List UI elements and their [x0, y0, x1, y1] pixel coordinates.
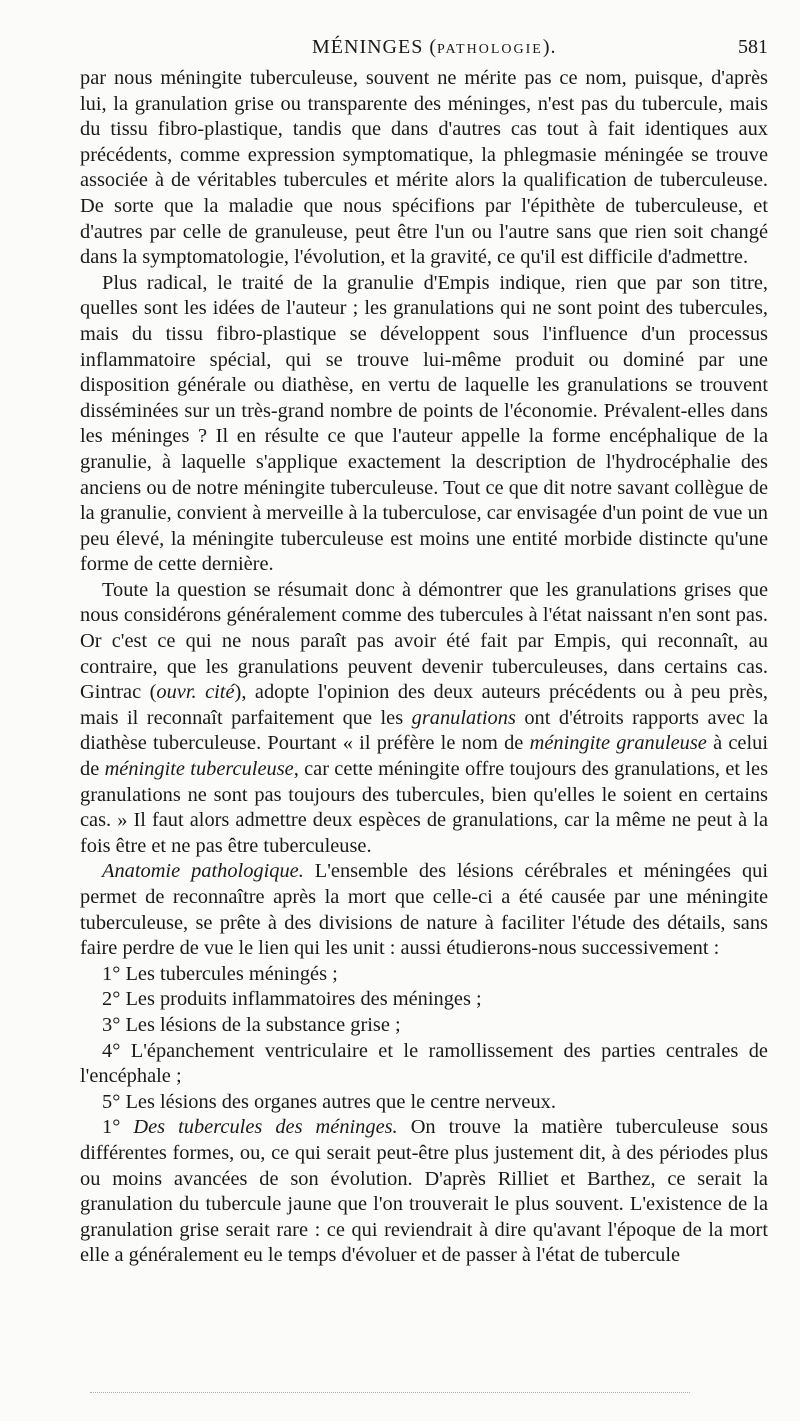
- text-run: 1°: [102, 1116, 134, 1139]
- body-text: [80, 66, 768, 1269]
- text-run: à celui de: [80, 732, 769, 781]
- paragraph-anatomie: [80, 859, 768, 961]
- running-title: [312, 36, 557, 59]
- section-heading-tubercules: Des tubercules des méninges.: [133, 1116, 398, 1139]
- bottom-margin-specks: [90, 1392, 690, 1395]
- paragraph-granulie: Plus radical, le traité de la granulie d'Empis indique, rien que par son titre, quelles sont les idées de l'auteur ; les granulations qui ne sont point des tubercules, mais du tissu fibro-plastique se développent sous l'influence d'un processus inflammatoire spécial, qui se trouve lui-même produit ou dominé par une disposition générale ou diathèse, en vertu de laquelle les granulations se trouvent disséminées sur un très-grand nombre de points de l'économie. Prévalent-elles dans les méninges ? Il en résulte ce que l'auteur appelle la forme encéphalique de la granulie, à laquelle s'applique exactement la description de l'hydrocéphalie des anciens ou de notre méningite tuberculeuse. Tout ce que dit notre savant collègue de la granulie, convient à merveille à la tuberculose, car envisagée d'un point de vue un peu élevé, la méningite tuberculeuse est moins une entité morbide distincte qu'une forme de cette dernière.: [80, 271, 768, 576]
- running-title-end: ).: [542, 36, 557, 58]
- italic-run: méningite granuleuse: [529, 732, 707, 755]
- italic-run: ouvr. cité: [156, 681, 235, 704]
- text-run: Toute la question se résumait donc à démontrer que les granulations grises que nous considérons généralement comme des tubercules à l'état naissant n'en sont pas. Or c'est ce qui ne nous paraît pas avoir été fait par Empis, qui reconnaît, au contraire, que les granulations peuvent devenir tuberculeuses, dans certains cas. Gintrac (: [80, 578, 768, 704]
- document-page: [80, 36, 768, 1269]
- page-number: 581: [738, 36, 768, 58]
- text-run: ont d'étroits rapports avec la diathèse tuberculeuse. Pourtant « il préfère le nom de: [80, 706, 768, 755]
- running-title-small-caps: PATHOLOGIE: [437, 42, 543, 57]
- text-run: L'ensemble des lésions cérébrales et méningées qui permet de reconnaître après la mort que celle-ci a été causée par une méningite tuberculeuse, se prête à des divisions de nature à faciliter l'étude des détails, sans faire perdre de vue le lien qui les unit : aussi étudierons-nous successivement :: [80, 860, 768, 960]
- list-item: 5° Les lésions des organes autres que le centre nerveux.: [102, 1090, 556, 1113]
- italic-run: granulations: [411, 706, 516, 729]
- section-heading-anatomie: Anatomie pathologique.: [102, 860, 304, 883]
- running-header: [80, 36, 768, 66]
- list-item: 3° Les lésions de la substance grise ;: [102, 1013, 401, 1036]
- paragraph-tubercules: [80, 1115, 768, 1269]
- list-item: 2° Les produits inflammatoires des méninges ;: [102, 988, 482, 1011]
- list-item: 4° L'épanchement ventriculaire et le ramollissement des parties centrales de l'encéphale ;: [80, 1039, 768, 1088]
- text-run: ), adopte l'opinion des deux auteurs précédents ou à peu près, mais il reconnaît parfaitement que les: [80, 681, 768, 729]
- list-item: 1° Les tubercules méningés ;: [102, 962, 338, 985]
- paragraph-question: [80, 578, 768, 860]
- text-run: , car cette méningite offre toujours des granulations, et les granulations ne sont pas toujours des tubercules, bien qu'elles le soient en certains cas. » Il faut alors admettre deux espèces de granulations, car la même ne peut à la fois être et ne pas être tuberculeuse.: [80, 758, 769, 857]
- running-title-main: MÉNINGES (: [312, 36, 437, 58]
- italic-run: méningite tuberculeuse: [104, 758, 294, 781]
- paragraph-continued: par nous méningite tuberculeuse, souvent ne mérite pas ce nom, puisque, d'après lui, la granulation grise ou transparente des méninges, n'est pas du tubercule, mais du tissu fibro-plastique, tandis que dans d'autres cas tout à fait identiques aux précédents, comme expression symptomatique, la phlegmasie méningée se trouve associée à de véritables tubercules et mérite alors la qualification de tuberculeuse. De sorte que la maladie que nous spécifions par l'épithète de tuberculeuse, et d'autres par celle de granuleuse, peut être l'un ou l'autre sans que rien soit changé dans la symptomatologie, l'évolution, et la gravité, ce qu'il est difficile d'admettre.: [80, 67, 768, 269]
- text-run: On trouve la matière tuberculeuse sous différentes formes, ou, ce qui serait peut-être plus justement dit, à des périodes plus ou moins avancées de son évolution. D'après Rilliet et Barthez, ce serait la granulation du tubercule jaune que l'on trouverait le plus souvent. L'existence de la granulation grise serait rare : ce qui reviendrait à dire qu'avant l'époque de la mort elle a généralement eu le temps d'évoluer et de passer à l'état de tubercule: [80, 1116, 769, 1267]
